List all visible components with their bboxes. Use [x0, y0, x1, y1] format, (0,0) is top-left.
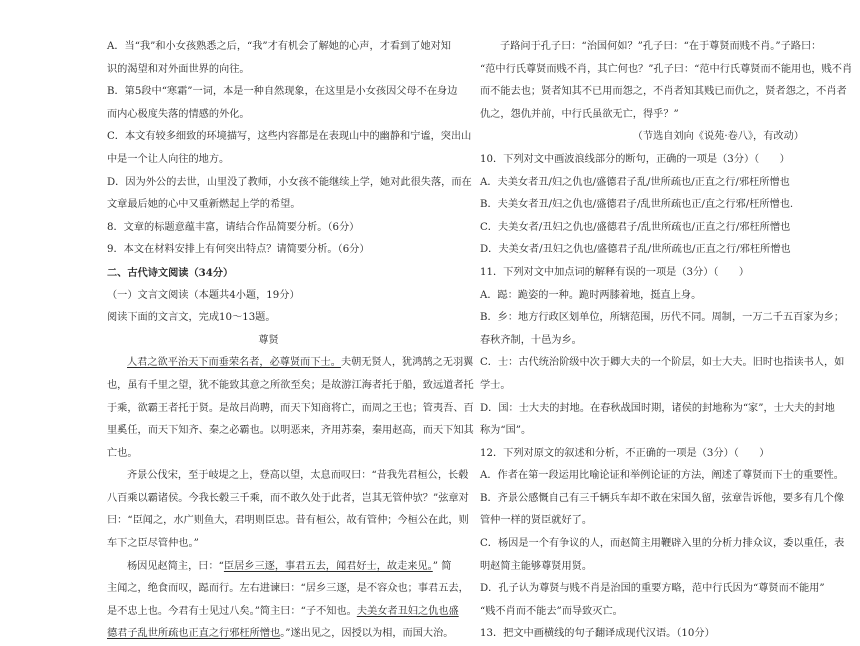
- text-line: A．夫美女者丑/妇之仇也/盛德君子乱/世所疏也/正直之行/邪枉所憎也: [480, 176, 790, 188]
- text-line: 8．文章的标题意蕴丰富，请结合作品简要分析。（6分）: [107, 221, 360, 233]
- text-line: （一）文言文阅读（本题共4小题，19分）: [107, 289, 300, 301]
- text-line: 里奚任，而天下知齐、秦之必霸也。以明恶来，齐用苏秦，秦用赵高，而天下知其: [107, 425, 474, 437]
- text-line: 12．下列对原文的叙述和分析，不正确的一项是（3分）（ ）: [480, 447, 770, 459]
- right-column: [480, 36, 853, 646]
- text-line: 尊贤: [258, 334, 279, 346]
- text-line: 9．本文在材料安排上有何突出特点？请简要分析。（6分）: [107, 244, 370, 256]
- text-segment: 杨因见赵简主，曰：“: [127, 560, 224, 572]
- text-line: 曰：“臣闻之，水广则鱼大，君明则臣忠。昔有桓公，故有管仲；今桓公在此，则: [107, 515, 469, 527]
- text-line: 仇之，怨仇并前，中行氏虽欲无亡，得乎？”: [480, 108, 679, 120]
- text-segment: 夫朝无贤人，犹鸿鹄之无羽翼: [340, 357, 474, 369]
- text-line: D．因为外公的去世，山里没了教师，小女孩不能继续上学，她对此很失落，而在: [107, 176, 472, 188]
- text-line: B．齐景公感慨自己有三千辆兵车却不敢在宋国久留，弦章告诉他，要多有几个像: [480, 492, 845, 504]
- text-line: 而内心极度失落的情感的外化。: [107, 108, 250, 120]
- text-line: 管仲一样的贤臣就好了。: [480, 515, 593, 527]
- text-line: D．国：士大夫的封地。在春秋战国时期，诸侯的封地称为“家”，士大夫的封地: [480, 402, 835, 414]
- underlined-text: 德君子乱世所疏也正直之行邪枉所憎也: [107, 628, 281, 640]
- text-line: 学士。: [480, 379, 511, 391]
- text-line: 识的渴望和对外面世界的向往。: [107, 63, 250, 75]
- text-line: 于乘，欲霸王者托于贤。是故吕尚聘，而天下知商将亡，而周之王也；管夷吾、百: [107, 402, 474, 414]
- text-line: 也，虽有千里之望，犹不能致其意之所欲至矣；是故游江海者托于船，致远道者托: [107, 379, 474, 391]
- underlined-text: 人君之欲平治天下而垂荣名者，必尊贤而下士。: [127, 357, 341, 369]
- text-line: “贱不肖而不能去”而导致灭亡。: [480, 605, 623, 617]
- text-line: [107, 556, 452, 579]
- text-line: 中是一个让人向往的地方。: [107, 153, 230, 165]
- underlined-text: 夫美女者丑妇之仇也盛: [356, 605, 459, 617]
- text-line: A．作者在第一段运用比喻论证和举例论证的方法，阐述了尊贤而下士的重要性。: [480, 470, 844, 482]
- text-line: A．当“我”和小女孩熟悉之后，“我”才有机会了解她的心声，才看到了她对知: [107, 41, 451, 52]
- text-line: 子路问于孔子曰：“治国何如？”孔子曰：“在于尊贤而贱不肖。”子路曰：: [500, 41, 822, 52]
- text-line: C．本文有较多细致的环境描写，这些内容都是在表现山中的幽静和宁谧，突出山: [107, 131, 472, 143]
- text-line: 亡也。: [107, 447, 138, 459]
- text-line: 文章最后她的心中又重新燃起上学的希望。: [107, 199, 301, 211]
- underlined-text: 臣居乡三逐，事君五去，闻君好士，故走来见。: [223, 560, 433, 572]
- text-segment: ” 简: [432, 560, 452, 572]
- text-line: D．夫美女者/丑妇之仇也/盛德君子乱/世所疏也/正直之行/邪枉所憎也: [480, 244, 791, 256]
- text-line: B．夫美女者丑/妇之仇也/盛德君子/乱世所疏也正/直之行邪/枉所憎也.: [480, 199, 794, 211]
- text-line: C．士：古代统治阶级中次于卿大夫的一个阶层，如士大夫。旧时也指读书人，如: [480, 357, 845, 369]
- text-line: 八百乘以霸诸侯。今我长毂三千乘，而不敢久处于此者，岂其无管仲欤？”弦章对: [107, 492, 469, 504]
- text-line: 10．下列对文中画波浪线部分的断句，正确的一项是（3分）（ ）: [480, 153, 790, 165]
- text-line: [107, 352, 474, 375]
- text-line: D．孔子认为尊贤与贱不肖是治国的重要方略，范中行氏因为“尊贤而不能用”: [480, 583, 825, 595]
- text-line: C．杨因是一个有争议的人，而赵简主用鞭辟入里的分析力排众议，委以重任，表: [480, 538, 845, 550]
- text-line: 主闻之，绝食而叹，跽而行。左右进谏曰：“居乡三逐，是不容众也；事君五去，: [107, 583, 469, 595]
- text-line: 二、古代诗文阅读（34分）: [107, 266, 234, 279]
- text-line: 春秋齐制，十邑为乡。: [480, 334, 582, 346]
- text-line: A．跽：跪姿的一种。跪时两膝着地，挺直上身。: [480, 289, 702, 301]
- text-line: 明赵简主能够尊贤用贤。: [480, 560, 593, 572]
- text-line: 称为“国”。: [480, 425, 532, 437]
- text-line: B．第5段中“寒霜”一词，本是一种自然现象，在这里是小女孩因父母不在身边: [107, 86, 458, 98]
- text-line: 车下之臣尽管仲也。”: [107, 538, 199, 550]
- text-line: B．乡：地方行政区划单位，所辖范围，历代不同。周制，一万二千五百家为乡；: [480, 312, 845, 324]
- text-line: C．夫美女者/丑妇之仇也/盛德君子/乱世所疏也/正直之行/邪枉所憎也: [480, 221, 791, 233]
- text-line: 齐景公伐宋，至于岐堤之上，登高以望，太息而叹曰：“昔我先君桓公，长毂: [127, 470, 469, 482]
- text-line: 阅读下面的文言文，完成10～13题。: [107, 312, 276, 324]
- text-segment: 是不忠上也。今君有士见过八矣。”简主曰：“子不知也。: [107, 605, 357, 617]
- text-line: 而不能去也；贤者知其不已用而怨之，不肖者知其贱已而仇之，贤者怨之，不肖者: [480, 86, 847, 98]
- text-line: 13．把文中画横线的句子翻译成现代汉语。（10分）: [480, 628, 715, 640]
- text-line: （节选自刘向《说苑·卷八》，有改动）: [632, 131, 804, 143]
- text-line: [107, 623, 454, 646]
- text-line: [107, 601, 459, 624]
- left-column: [107, 36, 474, 646]
- text-segment: 。”遂出见之，因授以为相，而国大治。: [280, 628, 454, 640]
- text-line: “范中行氏尊贤而贱不肖，其亡何也？”孔子曰：“范中行氏尊贤而不能用也，贱不肖: [480, 63, 853, 75]
- text-line: 11．下列对文中加点词的解释有误的一项是（3分）（ ）: [480, 266, 750, 278]
